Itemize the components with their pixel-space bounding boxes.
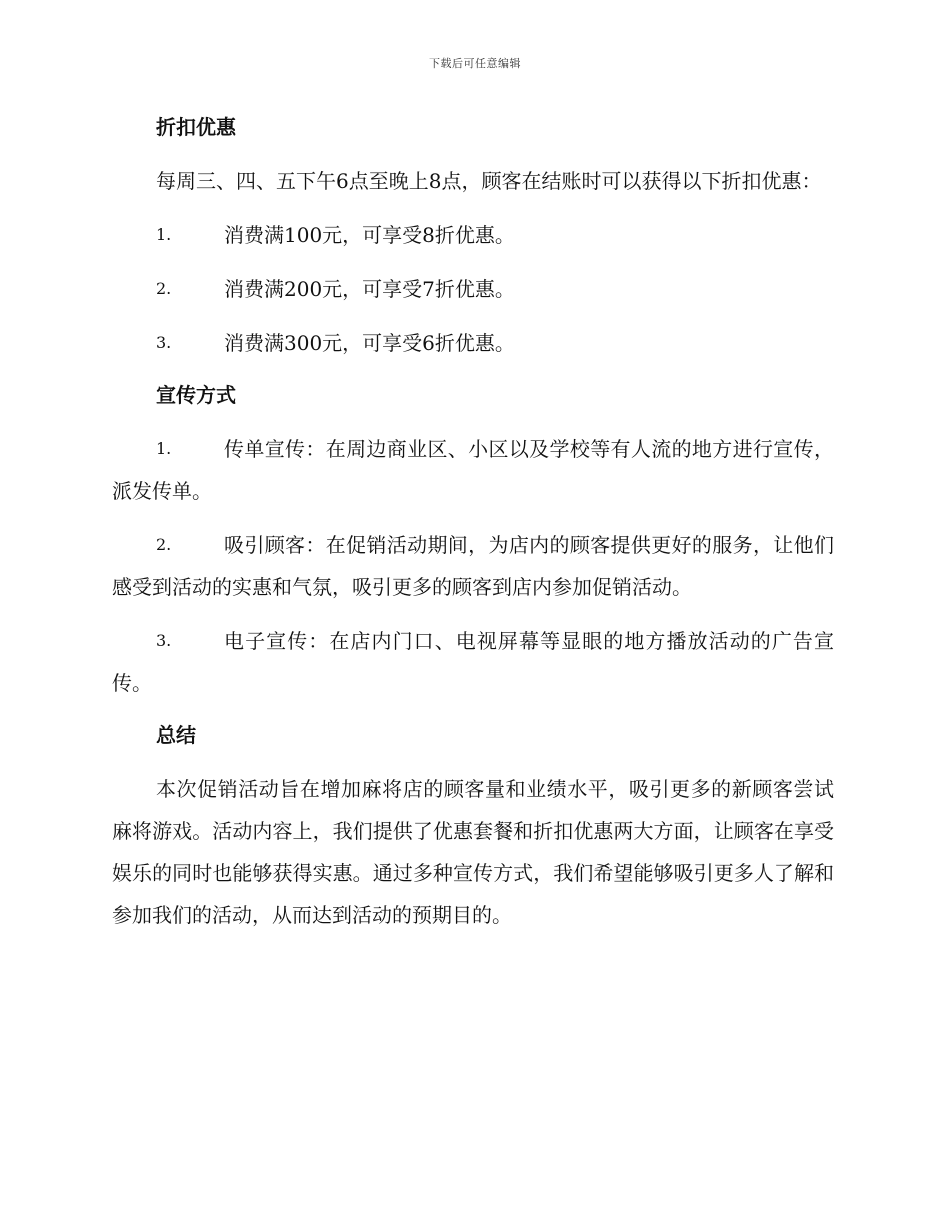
promotion-item	[112, 428, 834, 512]
list-number: 3.	[156, 333, 172, 352]
list-text: 电子宣传：在店内门口、电视屏幕等显眼的地方播放活动的广告宣传。	[112, 629, 834, 695]
list-text: 吸引顾客：在促销活动期间，为店内的顾客提供更好的服务，让他们感受到活动的实惠和气氛，吸引更多的顾客到店内参加促销活动。	[112, 533, 834, 599]
promotion-section	[112, 376, 834, 704]
discount-intro: 每周三、四、五下午6点至晚上8点，顾客在结账时可以获得以下折扣优惠：	[156, 169, 822, 193]
summary-section	[112, 716, 834, 936]
list-number: 3.	[156, 631, 172, 650]
list-text: 消费满100元，可享受8折优惠。	[224, 223, 515, 247]
discount-section	[112, 108, 834, 364]
promotion-heading: 宣传方式	[156, 383, 236, 407]
list-text: 消费满300元，可享受6折优惠。	[224, 331, 515, 355]
header-note: 下载后可任意编辑	[429, 57, 521, 70]
discount-heading: 折扣优惠	[156, 115, 236, 139]
list-text: 传单宣传：在周边商业区、小区以及学校等有人流的地方进行宣传，派发传单。	[112, 437, 834, 503]
summary-text: 本次促销活动旨在增加麻将店的顾客量和业绩水平，吸引更多的新顾客尝试麻将游戏。活动内容上，我们提供了优惠套餐和折扣优惠两大方面，让顾客在享受娱乐的同时也能够获得实惠。通过多种宣传方式，我们希望能够吸引更多人了解和参加我们的活动，从而达到活动的预期目的。	[112, 777, 834, 927]
promotion-item	[112, 524, 834, 608]
summary-heading: 总结	[156, 723, 196, 747]
list-text: 消费满200元，可享受7折优惠。	[224, 277, 515, 301]
discount-item	[112, 214, 834, 256]
document-body	[112, 108, 834, 948]
discount-item	[112, 322, 834, 364]
list-number: 1.	[156, 439, 172, 458]
list-number: 1.	[156, 225, 172, 244]
promotion-item	[112, 620, 834, 704]
discount-item	[112, 268, 834, 310]
list-number: 2.	[156, 279, 172, 298]
list-number: 2.	[156, 535, 172, 554]
